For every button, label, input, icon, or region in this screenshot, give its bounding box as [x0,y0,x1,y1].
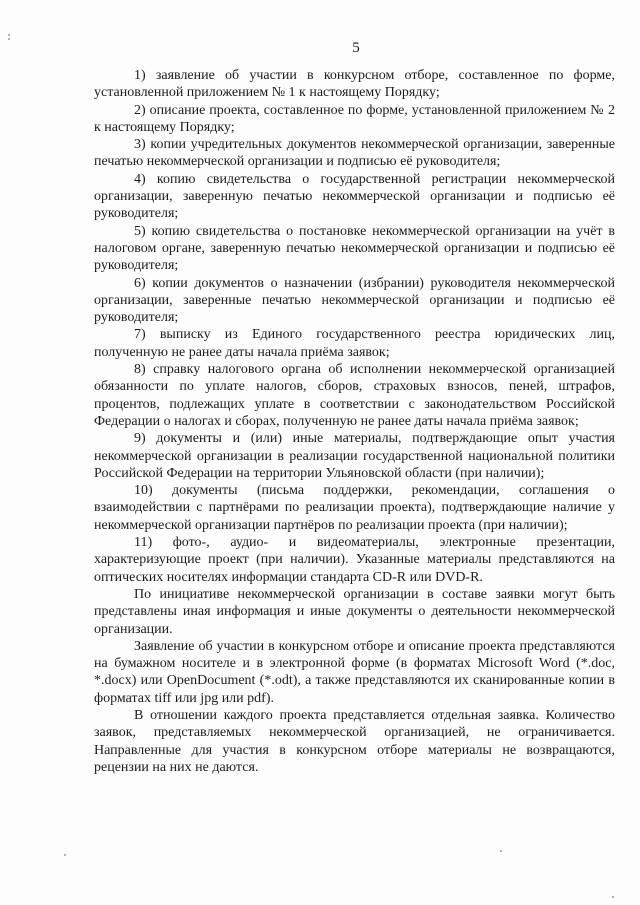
scan-speck [8,38,10,40]
list-item-10: 10) документы (письма поддержки, рекомендации, соглашения о взаимодействии с партнёрами по реализации проекта), подтверждающие наличие у некоммерческой организации партнёров по реализации проекта (при наличии); [94,483,615,533]
paragraph-separate-application: В отношении каждого проекта представляется отдельная заявка. Количество заявок, представляемых некоммерческой организацией, не ограничивается. Направленные для участия в конкурсном отборе материалы не возвращаются, рецензии на них не даются. [94,707,615,775]
scan-speck [612,896,614,898]
list-item-5: 5) копию свидетельства о постановке некоммерческой организации на учёт в налоговом органе, заверенную печатью некоммерческой организации и подписью её руководителя; [94,223,615,274]
list-item-7: 7) выписку из Единого государственного реестра юридических лиц, полученную не ранее даты начала приёма заявок; [94,327,615,360]
document-body [94,67,615,776]
list-item-1: 1) заявление об участии в конкурсном отборе, составленное по форме, установленной приложением № 1 к настоящему Порядку; [94,68,615,101]
list-item-8: 8) справку налогового органа об исполнении некоммерческой организацией обязанности по уплате налогов, сборов, страховых взносов, пеней, штрафов, процентов, подлежащих уплате в соответствии с законодательством Российской Федерации о налогах и сборах, полученную не ранее даты начала приёма заявок; [94,362,615,429]
page-number: 5 [352,40,360,56]
paragraph-submission-format: Заявление об участии в конкурсном отборе и описание проекта представляются на бумажном носителе и в электронной форме (в форматах Microsoft Word (*.doc, *.docx) или OpenDocument (*.odt), а также представляются их сканированные копии в форматах tiff или jpg или pdf). [94,638,615,706]
list-item-9: 9) документы и (или) иные материалы, подтверждающие опыт участия некоммерческой организации в реализации государственной национальной политики Российской Федерации на территории Ульяновской области (при наличии); [94,431,615,481]
scan-speck [500,850,502,852]
list-item-4: 4) копию свидетельства о государственной регистрации некоммерческой организации, заверенную печатью некоммерческой организации и подписью её руководителя; [94,171,615,222]
scan-speck [64,854,66,856]
list-item-3: 3) копии учредительных документов некоммерческой организации, заверенные печатью некоммерческой организации и подписью её руководителя; [94,137,615,170]
list-item-2: 2) описание проекта, составленное по форме, установленной приложением № 2 к настоящему Порядку; [94,102,615,135]
list-item-6: 6) копии документов о назначении (избрании) руководителя некоммерческой организации, заверенные печатью некоммерческой организации и подписью её руководителя; [94,275,615,326]
scan-speck [8,34,10,36]
list-item-11: 11) фото-, аудио- и видеоматериалы, электронные презентации, характеризующие проект (при наличии). Указанные материалы представляются на оптических носителях информации стандарта CD-R или DVD-R. [94,535,615,585]
paragraph-additional-info: По инициативе некоммерческой организации в составе заявки могут быть представлены иная информация и иные документы о деятельности некоммерческой организации. [94,586,615,637]
